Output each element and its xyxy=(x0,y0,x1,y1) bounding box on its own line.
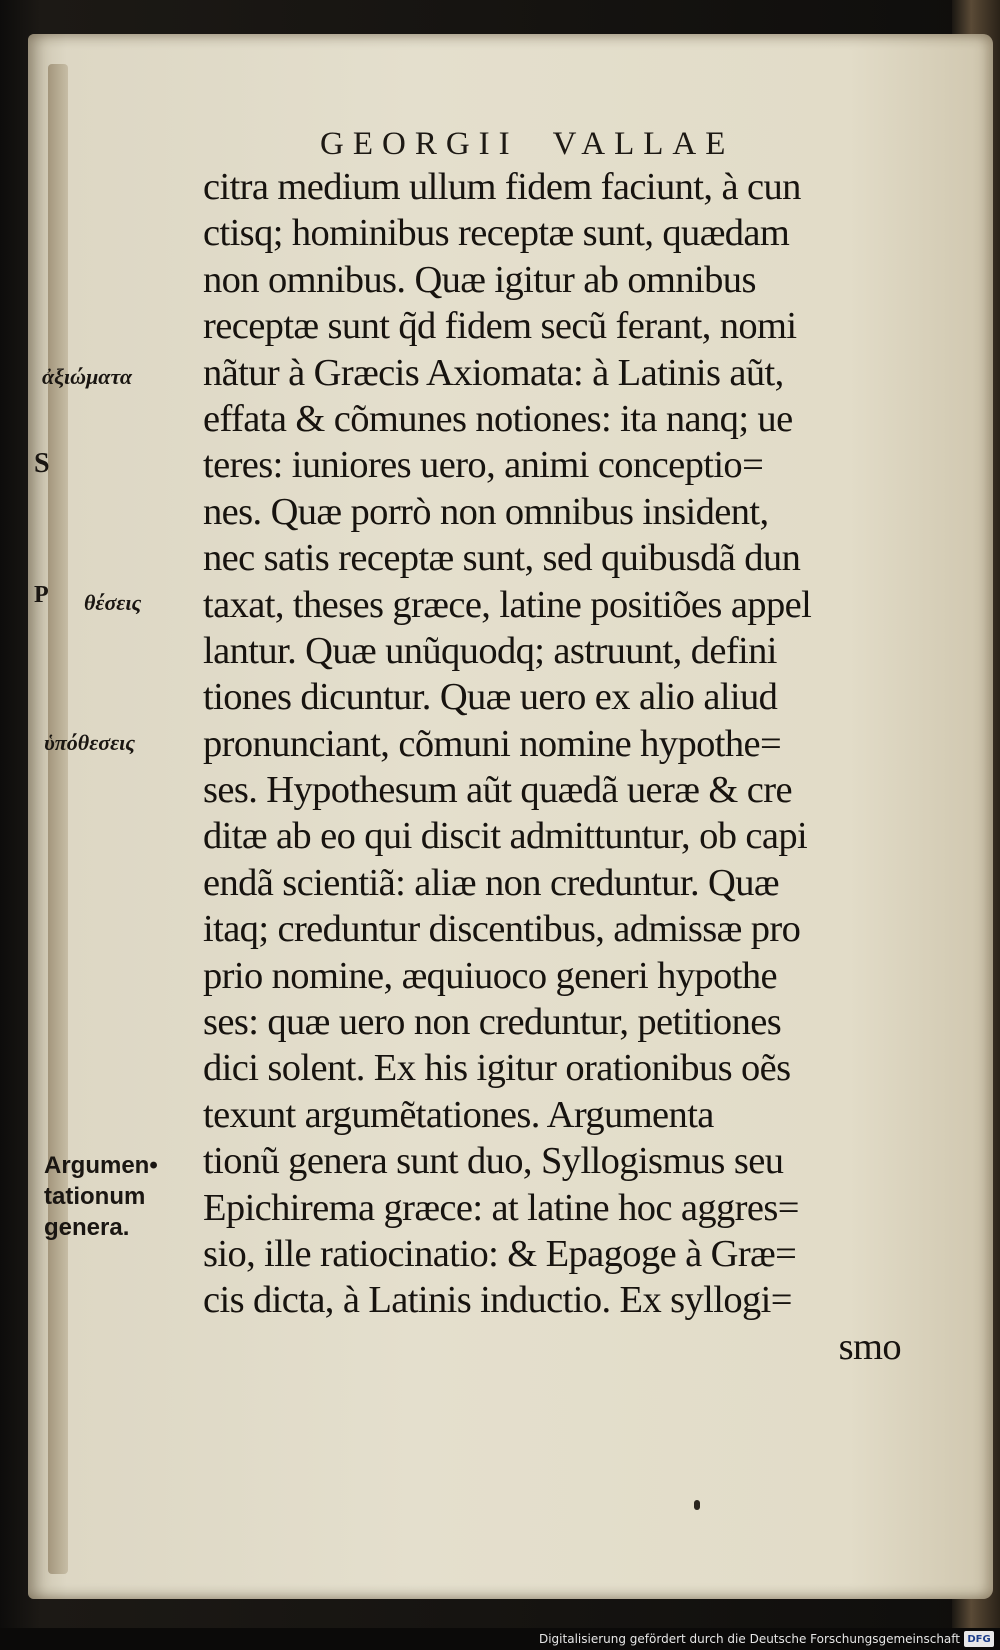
text-line: cis dicta, à Latinis inductio. Ex syllogi= xyxy=(203,1279,792,1322)
text-line: prio nomine, æquiuoco generi hypothe xyxy=(203,954,777,997)
running-head-word-2: VALLAE xyxy=(552,126,735,162)
margin-letter-p: P xyxy=(34,582,49,608)
text-line: effata & cõmunes notiones: ita nanq; ue xyxy=(203,397,793,440)
text-line: Epichirema græce: at latine hoc aggres= xyxy=(203,1186,799,1229)
margin-note-axiomata: ἀξιώματα xyxy=(42,364,133,389)
margin-note-line: genera. xyxy=(44,1214,130,1241)
margin-note-theses: θέσεις xyxy=(84,590,142,615)
text-line: taxat, theses græce, latine positiões appel xyxy=(203,583,812,626)
margin-note-hypotheses: ὑπόθεσεις xyxy=(44,730,136,755)
text-line: tiones dicuntur. Quæ uero ex alio aliud xyxy=(203,676,778,719)
catchword-line: smo xyxy=(838,1325,901,1368)
text-line: itaq; creduntur discentibus, admissæ pro xyxy=(203,908,801,951)
text-line: endã scientiã: aliæ non creduntur. Quæ xyxy=(203,861,779,904)
text-line: sio, ille ratiocinatio: & Epagoge à Græ= xyxy=(203,1232,797,1275)
body-text xyxy=(203,164,903,1370)
margin-note-line: Argumen• xyxy=(44,1152,158,1179)
running-head-word-1: GEORGII xyxy=(320,126,519,162)
text-line: lantur. Quæ unũquodq; astruunt, defini xyxy=(203,629,777,672)
text-line: ses: quæ uero non creduntur, petitiones xyxy=(203,1001,782,1044)
text-line: nec satis receptæ sunt, sed quibusdã dun xyxy=(203,537,801,580)
text-line: nes. Quæ porrò non omnibus insident, xyxy=(203,490,769,533)
text-line: non omnibus. Quæ igitur ab omnibus xyxy=(203,258,756,301)
running-head xyxy=(320,126,790,163)
text-line: tionũ genera sunt duo, Syllogismus seu xyxy=(203,1140,784,1183)
page-gutter xyxy=(48,64,68,1574)
footer-bar xyxy=(0,1628,1000,1650)
text-line: pronunciant, cõmuni nomine hypothe= xyxy=(203,722,782,765)
text-line: dici solent. Ex his igitur orationibus oẽs xyxy=(203,1047,791,1090)
margin-letter-s: S xyxy=(34,448,50,479)
margin-note-line: tationum xyxy=(44,1183,146,1210)
text-line: teres: iuniores uero, animi conceptio= xyxy=(203,444,764,487)
text-line: nãtur à Græcis Axiomata: à Latinis aũt, xyxy=(203,351,784,394)
footer-credit: Digitalisierung gefördert durch die Deutsche Forschungsgemeinschaft xyxy=(538,1632,960,1646)
dfg-logo: DFG xyxy=(964,1631,994,1647)
text-line: ctisq; hominibus receptæ sunt, quædam xyxy=(203,212,790,255)
text-line: receptæ sunt q̃d fidem secũ ferant, nomi xyxy=(203,305,797,348)
ink-speck xyxy=(694,1500,700,1510)
text-line: ditæ ab eo qui discit admittuntur, ob capi xyxy=(203,815,808,858)
text-line: ses. Hypothesum aũt quædã ueræ & cre xyxy=(203,769,792,812)
text-line: texunt argumẽtationes. Argumenta xyxy=(203,1093,714,1136)
text-line: citra medium ullum fidem faciunt, à cun xyxy=(203,166,801,208)
margin-note-argumentation xyxy=(44,1150,158,1243)
